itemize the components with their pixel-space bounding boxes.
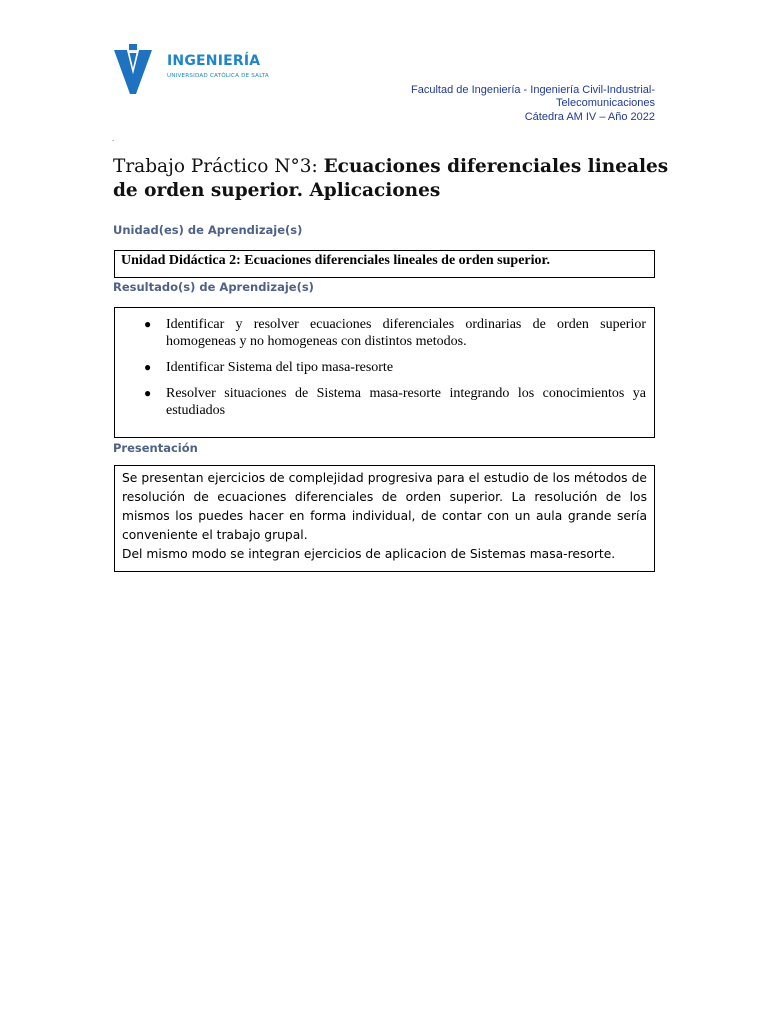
list-item: ● Identificar Sistema del tipo masa-resorte [144,360,394,375]
ucasal-v-logo-icon [114,44,152,96]
resultados-section-label: Resultado(s) de Aprendizaje(s) [113,280,314,294]
list-item: ● Identificar y resolver ecuaciones diferenciales ordinarias de orden superior homogeneas y no homogeneas con distintos metodos. [144,317,646,349]
unidad-section-label: Unidad(es) de Aprendizaje(s) [113,223,303,237]
page-title [113,155,673,203]
faculty-line-1: Facultad de Ingeniería - Ingeniería Civil-Industrial- [411,84,655,96]
logo-brand-text: INGENIERÍA [167,53,261,69]
logo-subtitle-text: UNIVERSIDAD CATÓLICA DE SALTA [167,73,269,79]
bullet-icon: ● [144,317,152,331]
presentacion-section-label: Presentación [113,441,198,455]
bullet-icon: ● [144,386,152,400]
list-item: ● Resolver situaciones de Sistema masa-resorte integrando los conocimientos ya estudiados [144,386,646,418]
bullet-icon: ● [144,360,152,374]
faculty-line-2: Telecomunicaciones [555,97,655,110]
presentacion-box [114,465,655,572]
course-line: Cátedra AM IV – Año 2022 [524,110,655,123]
stray-mark: . [112,134,115,143]
title-main: Ecuaciones diferenciales lineales de orden superior. Aplicaciones [113,156,669,201]
unidad-content: Unidad Didáctica 2: Ecuaciones diferenciales lineales de orden superior. [121,253,550,268]
presentacion-paragraph-1: Se presentan ejercicios de complejidad progresiva para el estudio de los métodos de resolución de ecuaciones diferenciales de orden superior. La resolución de los mismos los puedes hacer en forma individual, de contar con un aula grande sería conveniente el trabajo grupal. [122,471,647,542]
faculty-header [411,84,655,124]
resultados-list [115,316,646,419]
university-logo [114,44,274,96]
unidad-box [114,250,655,278]
presentacion-paragraph-2: Del mismo modo se integran ejercicios de aplicacion de Sistemas masa-resorte. [122,547,616,561]
title-prefix: Trabajo Práctico N°3: [113,156,324,177]
resultados-box [114,307,655,438]
